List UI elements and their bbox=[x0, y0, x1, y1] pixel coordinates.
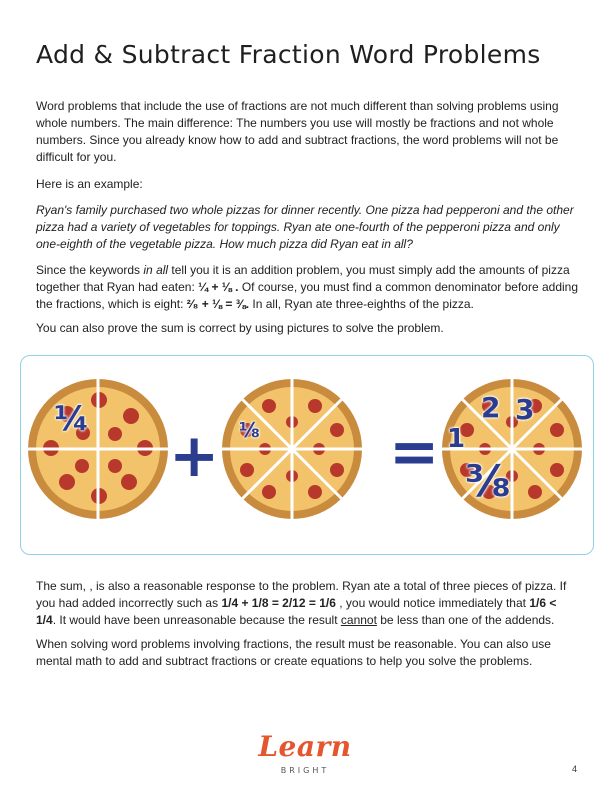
word-cannot: cannot bbox=[340, 613, 377, 627]
slice-number-2: 2 bbox=[481, 391, 501, 424]
pizza-eighths-image bbox=[221, 378, 363, 520]
logo-sub: BRIGHT bbox=[280, 766, 330, 775]
incorrect-equation: 1/4 + 1/8 = 2/12 = 1/6 bbox=[221, 596, 336, 610]
closing-paragraph: When solving word problems involving fractions, the result must be reasonable. You can also use mental math to add and subtract fractions or create equations to help you solve the problems. bbox=[36, 637, 551, 668]
logo-word: Learn bbox=[258, 730, 352, 763]
example-lead: Here is an example: bbox=[36, 177, 143, 191]
solution-text-g: In all, Ryan ate three-eighths of the pizza. bbox=[249, 297, 474, 311]
proof-paragraph: You can also prove the sum is correct by using pictures to solve the problem. bbox=[36, 321, 444, 335]
fraction-label-one-eighth: ⅛ bbox=[239, 418, 260, 442]
solution-text-e: Of course, you must find a common denominator before adding the fractions, which is eight: bbox=[36, 280, 578, 311]
page-title: Add & Subtract Fraction Word Problems bbox=[36, 40, 541, 69]
equation-common: ²⁄₈ + ⅛ = ⅜. bbox=[186, 297, 250, 311]
reasonable-text-g: be less than one of the addends. bbox=[376, 613, 555, 627]
equation-original: ¼ + ⅛ . bbox=[198, 280, 239, 294]
slice-number-1: 1 bbox=[447, 424, 466, 454]
example-problem: Ryan's family purchased two whole pizzas for dinner recently. One pizza had pepperoni and the other pizza had a variety of vegetables for toppings. Ryan ate one-fourth of the pepperoni pizza and only one-eighth of the vegetable pizza. How much pizza did Ryan eat in all? bbox=[36, 203, 574, 251]
result-fraction-three-eighths: ⅜ bbox=[465, 456, 511, 507]
equals-sign: = bbox=[389, 417, 440, 487]
solution-text-c: tell you it is an addition problem, you must simply add the amounts of pizza together that Ryan had eaten: bbox=[36, 263, 570, 294]
pizza-figure bbox=[20, 355, 594, 555]
reasonable-text-e: . It would have been unreasonable because the result bbox=[52, 613, 341, 627]
reasonable-text-a: The sum, , is also a reasonable response to the problem. Ryan ate a total of three pieces of pizza. If you had added incorrectly such as bbox=[36, 579, 567, 610]
keyword-in-all: in all bbox=[143, 263, 169, 277]
reasonable-paragraph bbox=[36, 578, 578, 629]
learn-bright-logo bbox=[250, 730, 360, 782]
solution-paragraph bbox=[36, 262, 578, 313]
intro-paragraph: Word problems that include the use of fractions are not much different than solving problems using whole numbers. The main difference: The numbers you use will mostly be fractions and not whole numbers. Since you already know how to add and subtract fractions, the word problems will not be difficult for you. bbox=[36, 99, 559, 164]
page-number: 4 bbox=[572, 764, 578, 774]
solution-text-a: Since the keywords bbox=[36, 263, 144, 277]
pizza-fourths-image bbox=[27, 378, 169, 520]
slice-number-3: 3 bbox=[515, 393, 535, 426]
reasonable-text-c: , you would notice immediately that bbox=[335, 596, 530, 610]
plus-sign: + bbox=[169, 421, 220, 491]
fraction-label-one-fourth: ¼ bbox=[54, 399, 90, 439]
comparison: 1/6 < 1/4 bbox=[36, 596, 557, 627]
